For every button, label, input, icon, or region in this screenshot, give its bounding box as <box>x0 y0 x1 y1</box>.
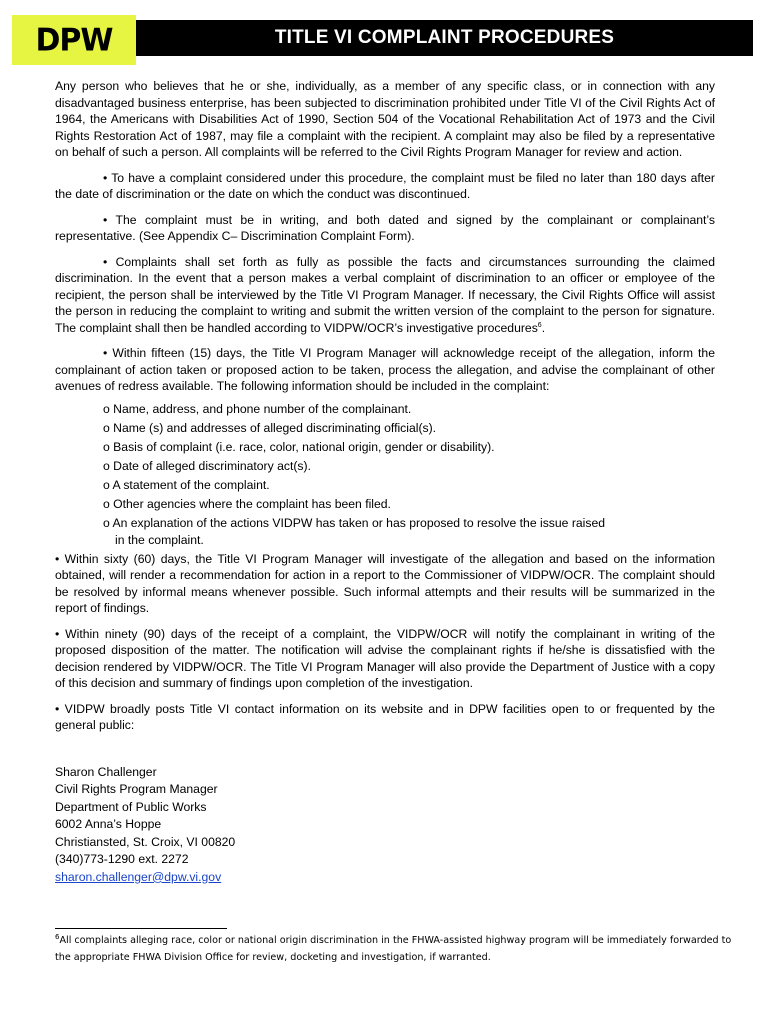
list-item: o Name, address, and phone number of the complainant. <box>103 401 412 416</box>
list-item: o Date of alleged discriminatory act(s). <box>103 458 311 473</box>
footnote-reference: 6 <box>537 321 542 329</box>
bullet-acknowledge-receipt: • Within fifteen (15) days, the Title VI Program Manager will acknowledge receipt of the allegation, inform the complainant of action taken or proposed action to be taken, process the allegation, and advise the complainant of other avenues of redress available. The following information should be included in the complaint: <box>55 346 715 393</box>
bullet-sixty-days: • Within sixty (60) days, the Title VI Program Manager will investigate of the allegation and based on the information obtained, will render a recommendation for action in a report to the Commissioner of VIDPW/OCR. The complaint should be resolved by informal means whenever possible. Such informal attempts and their results will be summarized in the report of findings. <box>55 551 715 616</box>
footnote-marker: 6 <box>55 932 60 941</box>
bullet-contact-posting: • VIDPW broadly posts Title VI contact information on its website and in DPW facilities open to or frequented by the general public: <box>55 701 715 733</box>
contact-city: Christiansted, St. Croix, VI 00820 <box>55 834 236 849</box>
bullet-ninety-days: • Within ninety (90) days of the receipt of a complaint, the VIDPW/OCR will notify the complainant in writing of the proposed disposition of the matter. The notification will advise the complainant rights if he/she is dissatisfied with the decision rendered by VIDPW/OCR. The Title VI Program Manager will also provide the Department of Justice with a copy of this decision and summary of findings upon completion of the investigation. <box>55 626 715 691</box>
page-title: TITLE VI COMPLAINT PROCEDURES <box>274 27 615 48</box>
title-bar <box>136 20 753 56</box>
list-item: o A statement of the complaint. <box>103 477 270 492</box>
footnote-text: All complaints alleging race, color or national origin discrimination in the FHWA-assisted highway program will be immediately forwarded to the appropriate FHWA Division Office for review, docketing and investigation, if warranted. <box>55 935 732 963</box>
list-item: o An explanation of the actions VIDPW has taken or has proposed to resolve the issue raised <box>103 516 606 531</box>
bullet-complaint-facts-text: • Complaints shall set forth as fully as possible the facts and circumstances surrounding the claimed discrimination. In the event that a person makes a verbal complaint of discrimination to an officer or employee of the recipient, the person shall be interviewed by the Title VI Program Manager. If necessary, the Civil Rights Office will assist the person in reducing the complaint to writing and submit the written version of the complaint to the person for signature. The complaint shall then be handled according to VIDPW/OCR’s investigative procedures <box>55 254 715 335</box>
footnote <box>55 928 735 966</box>
list-item: o Name (s) and addresses of alleged discriminating official(s). <box>103 420 437 435</box>
contact-block <box>55 764 715 887</box>
list-item: o Basis of complaint (i.e. race, color, national origin, gender or disability). <box>103 439 495 454</box>
footnote-divider <box>55 928 227 929</box>
contact-street: 6002 Anna’s Hoppe <box>55 817 162 832</box>
intro-paragraph: Any person who believes that he or she, individually, as a member of any specific class, or in connection with any disadvantaged business enterprise, has been subjected to discrimination prohibited under Title VI of the Civil Rights Act of 1964, the Americans with Disabilities Act of 1990, Section 504 of the Vocational Rehabilitation Act of 1973 and the Civil Rights Restoration Act of 1987, may file a complaint with the recipient. A complaint may also be filed by a representative on behalf of such a person. All complaints will be referred to the Civil Rights Program Manager for review and action. <box>55 79 715 159</box>
footnote-text-block <box>55 932 735 966</box>
contact-email-link[interactable]: sharon.challenger@dpw.vi.gov <box>55 869 222 884</box>
bullet-filing-deadline: • To have a complaint considered under this procedure, the complaint must be filed no later than 180 days after the date of discrimination or the date on which the conduct was discontinued. <box>55 170 715 201</box>
contact-role: Civil Rights Program Manager <box>55 782 218 797</box>
contact-department: Department of Public Works <box>55 799 207 814</box>
contact-name: Sharon Challenger <box>55 764 157 779</box>
bullet-complaint-facts-end: . <box>541 320 546 335</box>
bullet-complaint-facts <box>55 254 715 337</box>
logo-text: DPW <box>35 21 113 59</box>
list-item: o Other agencies where the complaint has been filed. <box>103 496 391 511</box>
bullet-written-complaint: • The complaint must be in writing, and both dated and signed by the complainant or complainant’s representative. (See Appendix C– Discrimination Complaint Form). <box>55 212 715 243</box>
complaint-info-list <box>55 401 715 549</box>
document-body <box>55 78 715 886</box>
list-item-continuation: in the complaint. <box>115 532 204 547</box>
dpw-logo <box>12 15 136 65</box>
contact-phone: (340)773-1290 ext. 2272 <box>55 852 189 867</box>
